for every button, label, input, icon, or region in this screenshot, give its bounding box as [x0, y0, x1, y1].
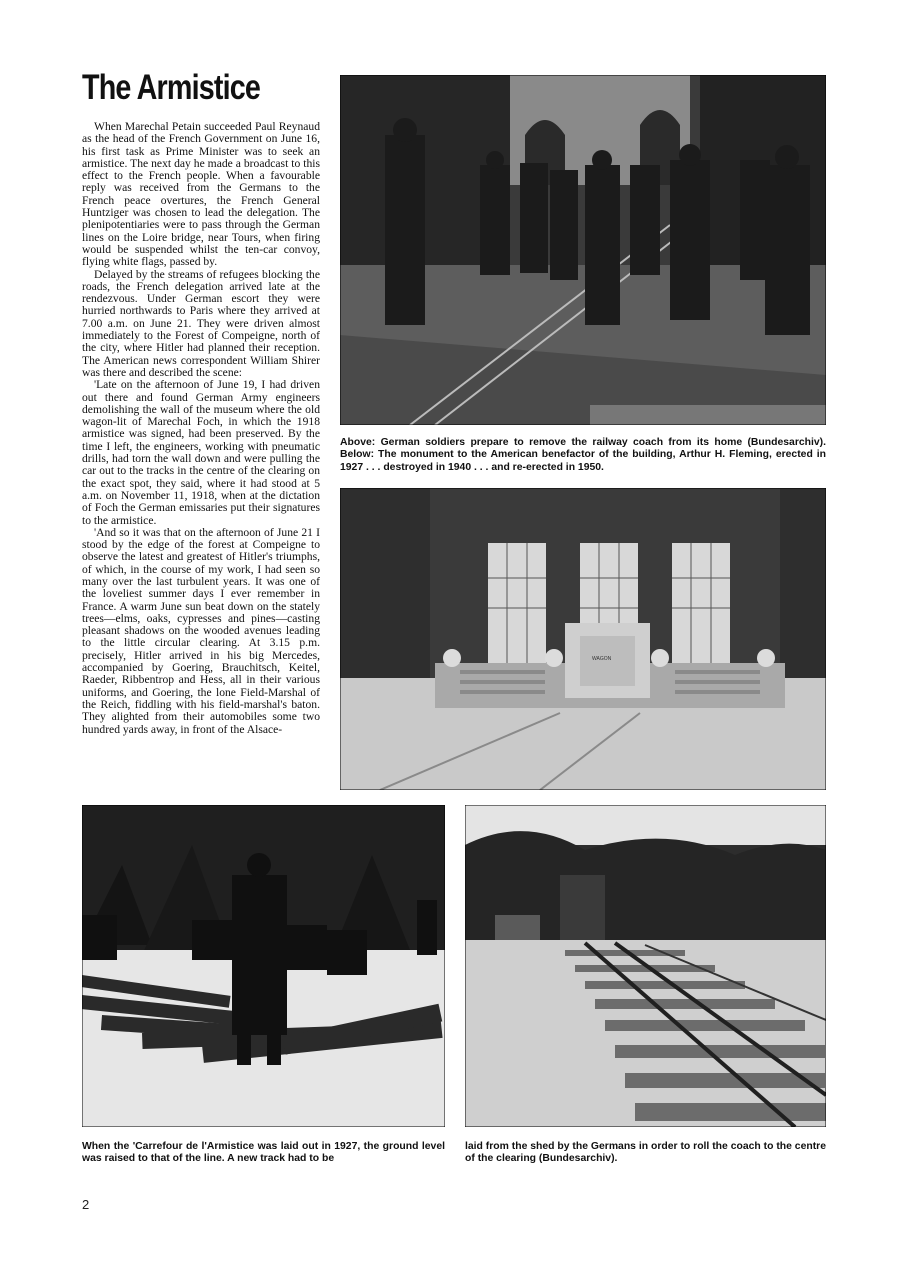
- body-paragraph: When Marechal Petain succeeded Paul Reynaud as the head of the French Government on June 16, his first task as Prime Minister was to seek an armistice. The next day he made a broadcast to this effect to the French people. When a favourable reply was received from the Germans to the French peace overtures, the French General Huntziger was chosen to lead the delegation. The plenipotentiaries were to pass through the German lines on the Loire bridge, near Tours, when firing would be suspended whilst the ten-car convoy, flying white flags, passed by.: [82, 121, 320, 269]
- photo-soldiers-at-museum: [340, 75, 826, 425]
- page-number: 2: [82, 1197, 90, 1212]
- photo-caption-bottom-right: laid from the shed by the Germans in order to roll the coach to the centre of the clearing (Bundesarchiv).: [465, 1141, 826, 1165]
- photo-new-track: [465, 805, 826, 1127]
- photo-caption-bottom-left: When the 'Carrefour de l'Armistice was laid out in 1927, the ground level was raised to that of the line. A new track had to be: [82, 1141, 445, 1165]
- body-paragraph: 'Late on the afternoon of June 19, I had driven out there and found German Army engineers demolishing the wall of the museum where the old wagon-lit of Marechal Foch, in which the 1918 armistice was signed, had been preserved. By the time I left, the engineers, working with pneumatic drills, had torn the wall down and were pulling the car out to the tracks in the centre of the clearing on the exact spot, they said, where it had stood at 5 a.m. on November 11, 1918, when at the dictation of Foch the German emissaries put their signatures to the armistice.: [82, 378, 320, 527]
- article-body: [82, 121, 320, 793]
- article-title: The Armistice: [82, 68, 261, 107]
- monument-plaque-text: WAGON: [592, 656, 612, 662]
- body-paragraph: 'And so it was that on the afternoon of June 21 I stood by the edge of the forest at Compeigne to observe the latest and greatest of Hitler's triumphs, of which, in the course of my work, I had seen so many over the last turbulent years. It was one of the loveliest summer days I ever remember in France. A warm June sun beat down on the stately trees—elms, oaks, cypresses and pines—casting pleasant shadows on the wooded avenues leading to the little circular clearing. At 3.15 p.m. precisely, Hitler arrived in his big Mercedes, accompanied by Goering, Brauchitsch, Keitel, Raeder, Ribbentrop and Hess, all in their various uniforms, and Goering, the lone Field-Marshal of the Reich, fiddling with his field-marshal's baton. They alighted from their automobiles some two hundred yards away, in front of the Alsace-: [82, 525, 320, 736]
- photo-monument: [340, 488, 826, 790]
- body-paragraph: Delayed by the streams of refugees blocking the roads, the French delegation arrived late at the rendezvous. Under German escort they were hurried northwards to Paris where they arrived at 7.00 a.m. on June 21. They were driven almost immediately to the Forest of Compeigne, north of the city, where Hitler had planned their reception. The American news correspondent William Shirer was there and described the scene:: [82, 267, 320, 379]
- photo-caption-top: Above: German soldiers prepare to remove the railway coach from its home (Bundesarchiv). Below: The monument to the American benefactor of the building, Arthur H. Fleming, erected in 1927 . . . destroyed in 1940 . . . and re-erected in 1950.: [340, 437, 826, 473]
- photo-laying-sleepers: [82, 805, 445, 1127]
